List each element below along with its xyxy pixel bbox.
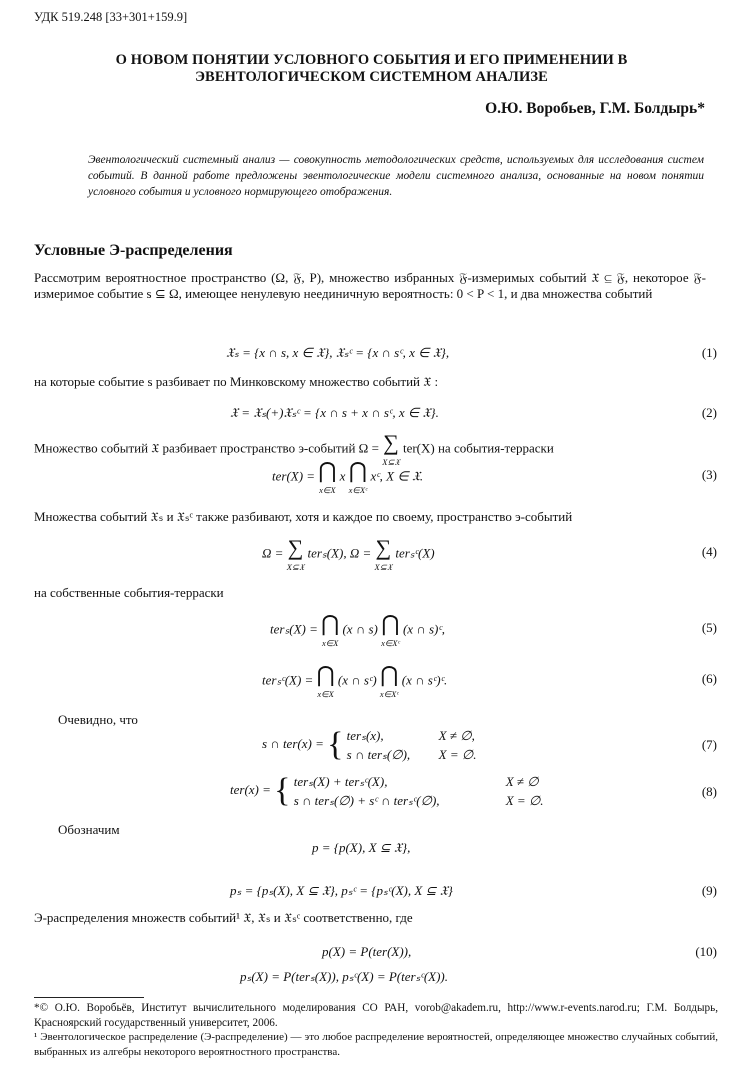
- authors: О.Ю. Воробьев, Г.М. Болдырь*: [485, 100, 705, 117]
- intersection-operator: ⋂ x∈Xᶜ: [348, 458, 368, 495]
- paragraph-8: Э-распределения множеств событий¹ 𝔛, 𝔛ₛ и 𝔛ₛᶜ соответственно, где: [34, 910, 413, 925]
- equation-4-b: terₛ(X), Ω =: [307, 545, 372, 561]
- equation-9: pₛ = {pₛ(X), X ⊆ 𝔛}, pₛᶜ = {pₛᶜ(X), X ⊆ 𝔛}: [230, 883, 453, 898]
- udk-code: УДК 519.248 [33+301+159.9]: [34, 10, 188, 24]
- paragraph-1: Рассмотрим вероятностное пространство (Ω, 𝔉, P), множество избранных 𝔉-измеримых событий 𝔛 ⊆ 𝔉, некоторое 𝔉-измеримое событие s ⊆ Ω, имеющее ненулевую неединичную вероятность: 0 < P < 1, и два множества событий: [34, 270, 706, 302]
- intersection-operator: ⋂ x∈X: [321, 611, 340, 648]
- footnote-rule: [34, 997, 144, 998]
- equation-4-c: terₛᶜ(X): [395, 545, 435, 561]
- equation-2: 𝔛 = 𝔛ₛ(+)𝔛ₛᶜ = {x ∩ s + x ∩ sᶜ, x ∈ 𝔛}.: [230, 405, 439, 420]
- abstract: Эвентологический системный анализ — совокупность методологических средств, используемых для исследования систем событий. В данной работе предложены эвентологические модели системного анализа, основанные на новом понятии условного события и условного нормирующего отображения.: [88, 154, 704, 198]
- equation-4-a: Ω =: [262, 545, 284, 561]
- footnote-author: *© О.Ю. Воробьёв, Институт вычислительного моделирования СО РАН, vorob@akadem.ru, http://www.r-events.narod.ru; Г.М. Болдырь, Красноярский государственный университет, 2006.: [34, 1002, 718, 1029]
- equation-6-mid: (x ∩ sᶜ): [337, 672, 377, 688]
- equation-3-left: ter(X) =: [272, 468, 316, 484]
- paragraph-5: на собственные события-терраски: [34, 585, 224, 600]
- paragraph-6: Очевидно, что: [58, 712, 138, 727]
- equation-8-left: ter(x) =: [230, 781, 271, 797]
- equation-6-number: (6): [701, 671, 717, 686]
- equation-5-left: terₛ(X) =: [270, 621, 318, 637]
- equation-2-number: (2): [701, 405, 717, 420]
- equation-1-number: (1): [701, 345, 717, 360]
- section-heading: Условные Э-распределения: [34, 242, 233, 259]
- left-brace: {: [327, 726, 344, 763]
- equation-4: [262, 537, 435, 572]
- equation-5-right: (x ∩ s)ᶜ,: [402, 621, 446, 637]
- sum-operator: ∑ X⊆𝔛: [286, 535, 305, 572]
- equation-5: [270, 613, 445, 648]
- sum-symbol: ∑: [383, 430, 399, 455]
- equation-10b: pₛ(X) = P(terₛ(X)), pₛᶜ(X) = P(terₛᶜ(X)).: [240, 969, 448, 984]
- paper-title: [40, 52, 703, 86]
- footnote-1: ¹ Эвентологическое распределение (Э-распределение) — это любое распределение вероятностей, определяющее множество случайных событий, выбранных из алгебры некоторого вероятностного пространства.: [34, 1031, 718, 1058]
- equation-5-number: (5): [701, 620, 717, 635]
- paragraph-3-left: Множество событий 𝔛 разбивает пространство э-событий Ω =: [34, 440, 379, 456]
- left-brace: {: [274, 772, 291, 809]
- equation-8-cases: terₛ(X) + terₛᶜ(X), X ≠ ∅ s ∩ terₛ(∅) + sᶜ ∩ terₛᶜ(∅), X = ∅.: [293, 774, 544, 808]
- paragraph-4: Множества событий 𝔛ₛ и 𝔛ₛᶜ также разбивают, хотя и каждое по своему, пространство э-событий: [34, 509, 573, 524]
- paragraph-2: на которые событие s разбивает по Минковскому множество событий 𝔛 :: [34, 374, 439, 389]
- equation-7-left: s ∩ ter(x) =: [262, 735, 324, 751]
- paragraph-7: Обозначим: [58, 822, 120, 837]
- title-line-1: О НОВОМ ПОНЯТИИ УСЛОВНОГО СОБЫТИЯ И ЕГО ПРИМЕНЕНИИ В: [115, 52, 628, 68]
- equation-7-number: (7): [701, 737, 717, 752]
- equation-p: p = {p(X), X ⊆ 𝔛},: [312, 840, 411, 855]
- equation-7: [262, 726, 476, 764]
- equation-3-right: xᶜ, X ∈ 𝔛.: [370, 468, 424, 484]
- equation-9-number: (9): [701, 883, 717, 898]
- intersection-operator: ⋂ x∈Xᶜ: [381, 611, 400, 648]
- equation-6: [262, 664, 447, 699]
- equation-6-left: terₛᶜ(X) =: [262, 672, 314, 688]
- equation-1: 𝔛ₛ = {x ∩ s, x ∈ 𝔛}, 𝔛ₛᶜ = {x ∩ sᶜ, x ∈ 𝔛},: [226, 345, 450, 360]
- equation-8-number: (8): [701, 784, 717, 799]
- equation-10a: p(X) = P(ter(X)),: [322, 944, 412, 959]
- equation-3-number: (3): [701, 467, 717, 482]
- equation-10-number: (10): [695, 944, 717, 959]
- title-line-2: ЭВЕНТОЛОГИЧЕСКОМ СИСТЕМНОМ АНАЛИЗЕ: [195, 69, 548, 85]
- sum-operator: ∑ X⊆𝔛: [374, 535, 393, 572]
- paragraph-3-right: ter(X) на события-терраски: [402, 440, 554, 456]
- inline-sum-index: X⊆𝔛: [382, 457, 400, 467]
- equation-8: [230, 772, 544, 810]
- intersection-operator: ⋂ x∈X: [316, 662, 335, 699]
- intersection-operator: ⋂ x∈X: [318, 458, 337, 495]
- equation-5-mid: (x ∩ s): [342, 621, 378, 637]
- equation-3-mid: x: [339, 468, 346, 484]
- equation-7-cases: terₛ(x), X ≠ ∅, s ∩ terₛ(∅), X = ∅.: [346, 728, 477, 762]
- equation-4-number: (4): [701, 544, 717, 559]
- equation-6-right: (x ∩ sᶜ)ᶜ.: [401, 672, 448, 688]
- intersection-operator: ⋂ x∈Xᶜ: [379, 662, 399, 699]
- equation-3: [272, 460, 423, 495]
